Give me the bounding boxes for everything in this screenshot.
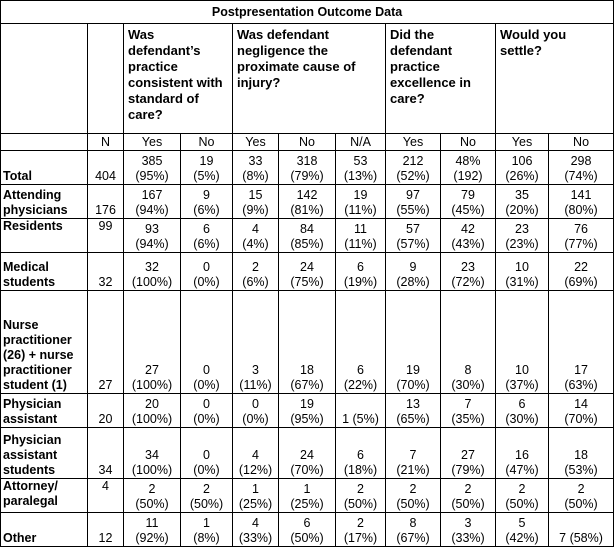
cell-count: 0 <box>252 397 259 411</box>
cell-percent: (8%) <box>193 531 220 545</box>
cell-count: 13 <box>406 397 420 411</box>
table-cell <box>279 394 336 428</box>
cell-percent: (50%) <box>451 497 485 511</box>
cell-percent: (33%) <box>451 531 485 545</box>
table-cell <box>386 185 441 219</box>
corner-cell <box>1 24 88 134</box>
subheader-no: No <box>279 134 336 151</box>
table-cell <box>549 185 614 219</box>
cell-count: 33 <box>248 154 263 168</box>
table-cell <box>336 219 386 253</box>
cell-count: 2 <box>464 482 472 496</box>
cell-percent: (37%) <box>505 378 539 392</box>
cell-percent: (47%) <box>505 463 539 477</box>
cell-count: 97 <box>406 188 420 202</box>
cell-count: 141 <box>570 188 592 202</box>
table-row <box>1 479 614 513</box>
table-cell <box>181 479 233 513</box>
table-row <box>1 291 614 394</box>
cell-count: 22 <box>574 260 588 274</box>
cell-percent: (28%) <box>396 275 430 289</box>
table-cell <box>336 291 386 394</box>
subheader-n: N <box>88 134 124 151</box>
table-cell <box>233 479 279 513</box>
table-cell <box>336 428 386 479</box>
question-proximate-cause: Was defendant negligence the proximate cause of injury? <box>233 24 386 134</box>
table-cell <box>386 253 441 291</box>
cell-percent: (50%) <box>189 497 224 511</box>
row-label: Total <box>1 151 88 185</box>
table-row <box>1 185 614 219</box>
table-cell <box>279 291 336 394</box>
table-cell <box>549 291 614 394</box>
cell-percent: (94%) <box>135 237 169 251</box>
table-cell <box>181 219 233 253</box>
table-cell <box>233 219 279 253</box>
cell-percent: (6%) <box>193 237 220 251</box>
cell-percent: (25%) <box>290 497 324 511</box>
cell-percent: (69%) <box>564 275 598 289</box>
row-label: Nurse practitioner (26) + nurse practitioner student (1) <box>1 291 88 394</box>
cell-count: 0 <box>203 260 210 274</box>
cell-percent: (95%) <box>290 412 324 426</box>
table-cell <box>279 479 336 513</box>
cell-count: 14 <box>574 397 588 411</box>
cell-count: 19 <box>199 154 214 168</box>
cell-percent: (0%) <box>193 275 220 289</box>
cell-percent: (50%) <box>396 497 430 511</box>
table-cell <box>386 479 441 513</box>
cell-count: 93 <box>145 222 159 236</box>
cell-percent: (31%) <box>505 275 539 289</box>
cell-count: 0 <box>203 448 210 462</box>
cell-count: 32 <box>145 260 159 274</box>
table-cell <box>386 151 441 185</box>
cell-count: 2 <box>203 482 210 496</box>
cell-count: 10 <box>515 363 529 377</box>
cell-count: 23 <box>515 222 529 236</box>
cell-percent: (26%) <box>505 169 539 183</box>
cell-count: 19 <box>353 188 368 202</box>
cell-count: 4 <box>252 448 259 462</box>
cell-percent: (75%) <box>290 275 324 289</box>
cell-percent: (77%) <box>564 237 598 251</box>
cell-percent: (13%) <box>343 169 378 183</box>
cell-percent: (94%) <box>135 203 169 217</box>
cell-count: 4 <box>252 516 259 530</box>
n-header-spacer <box>88 24 124 134</box>
cell-percent: (0%) <box>193 378 220 392</box>
table-cell <box>181 151 233 185</box>
cell-count: 1 <box>203 516 210 530</box>
row-label: Medical students <box>1 253 88 291</box>
cell-percent: (5%) <box>193 169 220 183</box>
table-cell <box>181 513 233 547</box>
table-cell <box>233 513 279 547</box>
cell-count: 0 <box>203 397 210 411</box>
subheader-yes: Yes <box>233 134 279 151</box>
table-cell <box>124 219 181 253</box>
cell-percent: (43%) <box>451 237 485 251</box>
table-cell <box>279 151 336 185</box>
question-standard-of-care: Was defendant’s practice consistent with standard of care? <box>124 24 233 134</box>
table-cell <box>124 513 181 547</box>
cell-percent: (70%) <box>290 463 324 477</box>
row-n: 32 <box>88 253 124 291</box>
table-cell <box>441 479 496 513</box>
cell-count: 318 <box>296 154 318 168</box>
table-cell <box>336 513 386 547</box>
cell-count: 142 <box>296 188 318 202</box>
cell-count: 3 <box>464 516 472 530</box>
cell-percent: (72%) <box>451 275 485 289</box>
cell-percent: (22%) <box>343 378 378 392</box>
table-cell <box>279 428 336 479</box>
cell-percent: (42%) <box>505 531 539 545</box>
table-cell <box>549 253 614 291</box>
cell-count: 19 <box>300 397 314 411</box>
cell-count: 16 <box>515 448 529 462</box>
cell-count: 10 <box>515 260 529 274</box>
table-cell <box>441 219 496 253</box>
row-n: 12 <box>88 513 124 547</box>
cell-percent: (50%) <box>564 497 598 511</box>
table-cell <box>496 513 549 547</box>
cell-count: 9 <box>409 260 417 274</box>
table-cell <box>386 513 441 547</box>
table-cell <box>441 253 496 291</box>
table-row <box>1 219 614 253</box>
cell-count: 11 <box>354 222 367 236</box>
cell-percent: (17%) <box>343 531 378 545</box>
cell-count: 9 <box>203 188 210 202</box>
table-cell <box>441 513 496 547</box>
question-would-settle: Would you settle? <box>496 24 614 134</box>
row-label: Physician assistant students <box>1 428 88 479</box>
cell-percent: (100%) <box>131 412 173 426</box>
table-cell <box>549 151 614 185</box>
table-cell <box>181 253 233 291</box>
cell-count: 2 <box>148 482 156 496</box>
cell-count: 2 <box>409 482 417 496</box>
table-cell <box>386 428 441 479</box>
table-cell <box>441 428 496 479</box>
cell-count: 6 <box>357 363 364 377</box>
cell-count: 84 <box>300 222 314 236</box>
table-cell <box>336 479 386 513</box>
cell-count: 167 <box>141 188 163 202</box>
cell-percent: (95%) <box>135 169 169 183</box>
table-cell <box>549 219 614 253</box>
cell-count: 27 <box>145 363 159 377</box>
table-cell <box>549 479 614 513</box>
cell-count: 298 <box>570 154 592 168</box>
cell-count: 0 <box>203 363 210 377</box>
cell-count: 15 <box>248 188 263 202</box>
cell-count: 23 <box>461 260 475 274</box>
row-label: Other <box>1 513 88 547</box>
cell-percent: (11%) <box>344 203 377 217</box>
row-n: 99 <box>88 219 124 253</box>
table-cell <box>496 394 549 428</box>
cell-count: 34 <box>145 448 159 462</box>
cell-count: 24 <box>300 448 314 462</box>
table-cell <box>124 185 181 219</box>
row-n: 404 <box>88 151 124 185</box>
table-cell <box>233 394 279 428</box>
table-cell <box>124 291 181 394</box>
cell-percent: (79%) <box>290 169 324 183</box>
cell-percent: (45%) <box>451 203 485 217</box>
table-cell <box>279 513 336 547</box>
subheader-no: No <box>441 134 496 151</box>
table-cell <box>496 291 549 394</box>
table-cell <box>124 151 181 185</box>
table-cell <box>549 428 614 479</box>
table-cell <box>441 185 496 219</box>
cell-count: 18 <box>300 363 314 377</box>
cell-percent: (11%) <box>239 378 272 392</box>
cell-count: 4 <box>252 222 259 236</box>
cell-percent: (79%) <box>451 463 485 477</box>
row-label: Residents <box>1 219 88 253</box>
cell-percent: (100%) <box>131 378 173 392</box>
cell-count: 24 <box>300 260 314 274</box>
cell-percent: (192) <box>453 169 483 183</box>
table-row <box>1 513 614 547</box>
table-title: Postpresentation Outcome Data <box>1 1 614 24</box>
cell-count: 6 <box>203 222 210 236</box>
cell-percent: (85%) <box>290 237 324 251</box>
cell-percent: (21%) <box>396 463 430 477</box>
table-cell <box>386 291 441 394</box>
cell-percent: (20%) <box>505 203 539 217</box>
cell-count: 2 <box>518 482 526 496</box>
cell-percent: (6%) <box>193 203 220 217</box>
cell-percent: (67%) <box>396 531 430 545</box>
subheader-no: No <box>181 134 233 151</box>
table-cell <box>279 219 336 253</box>
subheader-yes: Yes <box>386 134 441 151</box>
cell-percent: (65%) <box>396 412 430 426</box>
cell-count: 3 <box>252 363 259 377</box>
cell-percent: (57%) <box>396 237 430 251</box>
table-cell <box>233 428 279 479</box>
cell-count: 2 <box>252 260 259 274</box>
cell-count: 57 <box>406 222 420 236</box>
cell-percent: (70%) <box>396 378 430 392</box>
table-cell <box>279 253 336 291</box>
cell-count: 2 <box>357 516 364 530</box>
cell-percent: (53%) <box>564 463 598 477</box>
cell-count: 27 <box>461 448 475 462</box>
table-cell <box>181 394 233 428</box>
cell-count: 6 <box>357 260 364 274</box>
table-cell <box>386 219 441 253</box>
cell-count: 11 <box>145 516 159 530</box>
table-row <box>1 151 614 185</box>
table-row <box>1 394 614 428</box>
table-cell <box>124 394 181 428</box>
cell-count: 6 <box>303 516 311 530</box>
table-cell <box>496 185 549 219</box>
table-cell <box>496 253 549 291</box>
cell-percent: (92%) <box>135 531 169 545</box>
table-cell <box>336 253 386 291</box>
cell-percent: (0%) <box>242 412 269 426</box>
row-label: Physician assistant <box>1 394 88 428</box>
cell-percent: (70%) <box>564 412 598 426</box>
table-cell <box>496 151 549 185</box>
table-cell <box>549 513 614 547</box>
table-cell <box>124 253 181 291</box>
row-label: Attorney/ paralegal <box>1 479 88 513</box>
table-cell <box>233 291 279 394</box>
table-cell <box>124 479 181 513</box>
cell-percent: (0%) <box>193 412 220 426</box>
cell-count: 106 <box>511 154 533 168</box>
table-cell <box>124 428 181 479</box>
cell-percent: (9%) <box>242 203 269 217</box>
cell-count: 385 <box>141 154 163 168</box>
cell-count: 7 <box>464 397 472 411</box>
cell-percent: (52%) <box>396 169 430 183</box>
cell-percent: (50%) <box>290 531 324 545</box>
row-n: 176 <box>88 185 124 219</box>
cell-count: 6 <box>357 448 364 462</box>
table-cell <box>496 479 549 513</box>
subheader-yes: Yes <box>496 134 549 151</box>
cell-count: 1 (5%) <box>342 412 379 426</box>
cell-percent: (80%) <box>564 203 598 217</box>
cell-count: 1 <box>252 482 259 496</box>
cell-percent: (63%) <box>564 378 598 392</box>
cell-count: 20 <box>145 397 159 411</box>
cell-count: 2 <box>577 482 585 496</box>
cell-percent: (8%) <box>242 169 269 183</box>
cell-percent: (50%) <box>505 497 539 511</box>
table-cell <box>441 151 496 185</box>
cell-percent: (25%) <box>238 497 273 511</box>
cell-count: 1 <box>303 482 311 496</box>
table-cell <box>336 394 386 428</box>
table-cell <box>496 428 549 479</box>
cell-count: 212 <box>402 154 424 168</box>
cell-percent: (0%) <box>193 463 220 477</box>
cell-count: 8 <box>409 516 417 530</box>
cell-percent: (23%) <box>505 237 539 251</box>
table-cell <box>181 428 233 479</box>
cell-count: 7 (58%) <box>559 531 603 545</box>
table-cell <box>386 394 441 428</box>
cell-percent: (33%) <box>238 531 273 545</box>
cell-percent: (100%) <box>131 463 173 477</box>
subheader-no: No <box>549 134 614 151</box>
cell-count: 19 <box>406 363 420 377</box>
row-n: 27 <box>88 291 124 394</box>
cell-percent: (30%) <box>451 378 485 392</box>
table-cell <box>336 151 386 185</box>
table-cell <box>279 185 336 219</box>
cell-count: 8 <box>464 363 472 377</box>
cell-percent: (11%) <box>344 237 377 251</box>
label-spacer <box>1 134 88 151</box>
cell-count: 7 <box>409 448 417 462</box>
cell-percent: (50%) <box>135 497 169 511</box>
table-cell <box>233 151 279 185</box>
table-cell <box>549 394 614 428</box>
table-row <box>1 253 614 291</box>
cell-percent: (30%) <box>505 412 539 426</box>
cell-count: 48% <box>455 154 481 168</box>
cell-count: 2 <box>357 482 364 496</box>
cell-percent: (55%) <box>396 203 430 217</box>
cell-percent: (4%) <box>242 237 269 251</box>
cell-count: 42 <box>461 222 475 236</box>
cell-percent: (100%) <box>131 275 173 289</box>
table-cell <box>181 185 233 219</box>
subheader-yes: Yes <box>124 134 181 151</box>
cell-count: 76 <box>574 222 588 236</box>
row-label: Attending physicians <box>1 185 88 219</box>
cell-percent: (19%) <box>343 275 378 289</box>
cell-count: 79 <box>461 188 475 202</box>
table-row <box>1 428 614 479</box>
cell-percent: (12%) <box>238 463 273 477</box>
cell-percent: (18%) <box>343 463 378 477</box>
cell-count: 5 <box>518 516 526 530</box>
row-n: 34 <box>88 428 124 479</box>
table-cell <box>181 291 233 394</box>
subheader-na: N/A <box>336 134 386 151</box>
cell-percent: (50%) <box>343 497 378 511</box>
cell-count: 18 <box>574 448 588 462</box>
table-cell <box>496 219 549 253</box>
cell-percent: (81%) <box>290 203 324 217</box>
cell-percent: (35%) <box>451 412 485 426</box>
table-cell <box>233 185 279 219</box>
cell-percent: (6%) <box>242 275 269 289</box>
cell-count: 6 <box>518 397 526 411</box>
cell-count: 35 <box>515 188 529 202</box>
row-n: 20 <box>88 394 124 428</box>
row-n: 4 <box>88 479 124 513</box>
table-cell <box>233 253 279 291</box>
table-cell <box>336 185 386 219</box>
table-cell <box>441 291 496 394</box>
cell-count: 17 <box>574 363 588 377</box>
question-excellence-in-care: Did the defendant practice excellence in care? <box>386 24 496 134</box>
cell-percent: (74%) <box>564 169 598 183</box>
cell-percent: (67%) <box>290 378 324 392</box>
table-cell <box>441 394 496 428</box>
cell-count: 53 <box>353 154 368 168</box>
